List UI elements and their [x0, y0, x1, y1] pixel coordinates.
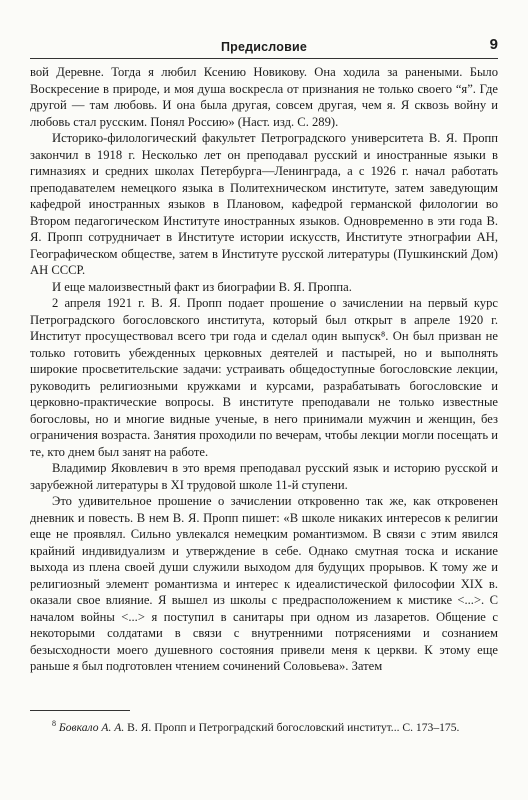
paragraph: 2 апреля 1921 г. В. Я. Пропп подает прошение о зачислении на первый курс Петроградского богословского института, который был открыт в апреле 1920 г. Институт просуществовал всего три года и сделал один выпуск⁸. Он был призван не только готовить убежденных церковных деятелей и пастырей, но и выполнять широкие просветительские задачи: устраивать общедоступные богословские лекции, руководить религиозными кружками и курсами, разрабатывать богословские и церковно-практические вопросы. В институте преподавали не только известные богословы, но и многие видные ученые, в него принимали мужчин и женщин, без ограничения возраста. Занятия проходили по вечерам, чтобы лекции могли посещать и те, кто днем был занят на работе.	[30, 296, 498, 459]
paragraph: И еще малоизвестный факт из биографии В. Я. Проппа.	[52, 279, 352, 294]
paragraph: Владимир Яковлевич в это время преподавал русский язык и историю русской и зарубежной литературы в XI трудовой школе 11-й ступени.	[30, 461, 498, 492]
running-header	[30, 36, 498, 59]
header-title: Предисловие	[220, 40, 308, 54]
page-number: 9	[489, 36, 498, 53]
footnote-divider	[30, 710, 130, 711]
footnote-text: В. Я. Пропп и Петроградский богословский институт... С. 173–175.	[127, 720, 460, 734]
paragraph: вой Деревне. Тогда я любил Ксению Новикову. Она ходила за ранеными. Было Воскресение в природе, и моя душа воскресла от признания не только своего “я”. Где другой — там любовь. И она была другая, совсем другая, чем я. Я сквозь войну и любовь стал русским. Понял Россию» (Наст. изд. С. 289).	[30, 65, 498, 129]
footnote-mark: 8	[52, 719, 56, 728]
paragraph: Это удивительное прошение о зачислении откровенно так же, как откровенен дневник и повесть. В нем В. Я. Пропп пишет: «В школе никаких интересов к религии еще не проявлял. Сильно увлекался немецким романтизмом. В связи с этим явился крайний индивидуализм и утверждение в себе. Однако смутная тоска и искание выхода из плена своей души служили выходом для будущих прорывов. К тому же и религиозный элемент романтизма и интерес к идеалистической философии XIX в. оказали свое влияние. Я вышел из школы с предрасположением к мистике <...>. С началом войны <...> я поступил в санитары при одном из лазаретов. Общение с некоторыми солдатами в связи с внутренними потрясениями и сознанием безысходности моего душевного состояния привели меня к церкви. К этому еще раньше я был подготовлен чтением сочинений Соловьева». Затем	[30, 494, 498, 673]
footnote-author: Бовкало А. А.	[58, 720, 125, 734]
body-text	[30, 64, 498, 675]
footnote	[30, 716, 498, 735]
paragraph: Историко-филологический факультет Петроградского университета В. Я. Пропп закончил в 1918 г. Несколько лет он преподавал русский и иностранные языки в гимназиях и средних школах Петербурга—Ленинграда, а с 1926 г. начал работать преподавателем немецкого языка в Политехническом институте, затем заведующим кафедрой иностранных языков в Плановом, кафедрой германской филологии во Втором педагогическом Институте иностранных языков. Одновременно в эти года В. Я. Пропп сотрудничает в Институте истории искусств, Институте этнографии АН, Географическом обществе, затем в Институте русской литературы (Пушкинский Дом) АН СССР.	[30, 131, 498, 277]
